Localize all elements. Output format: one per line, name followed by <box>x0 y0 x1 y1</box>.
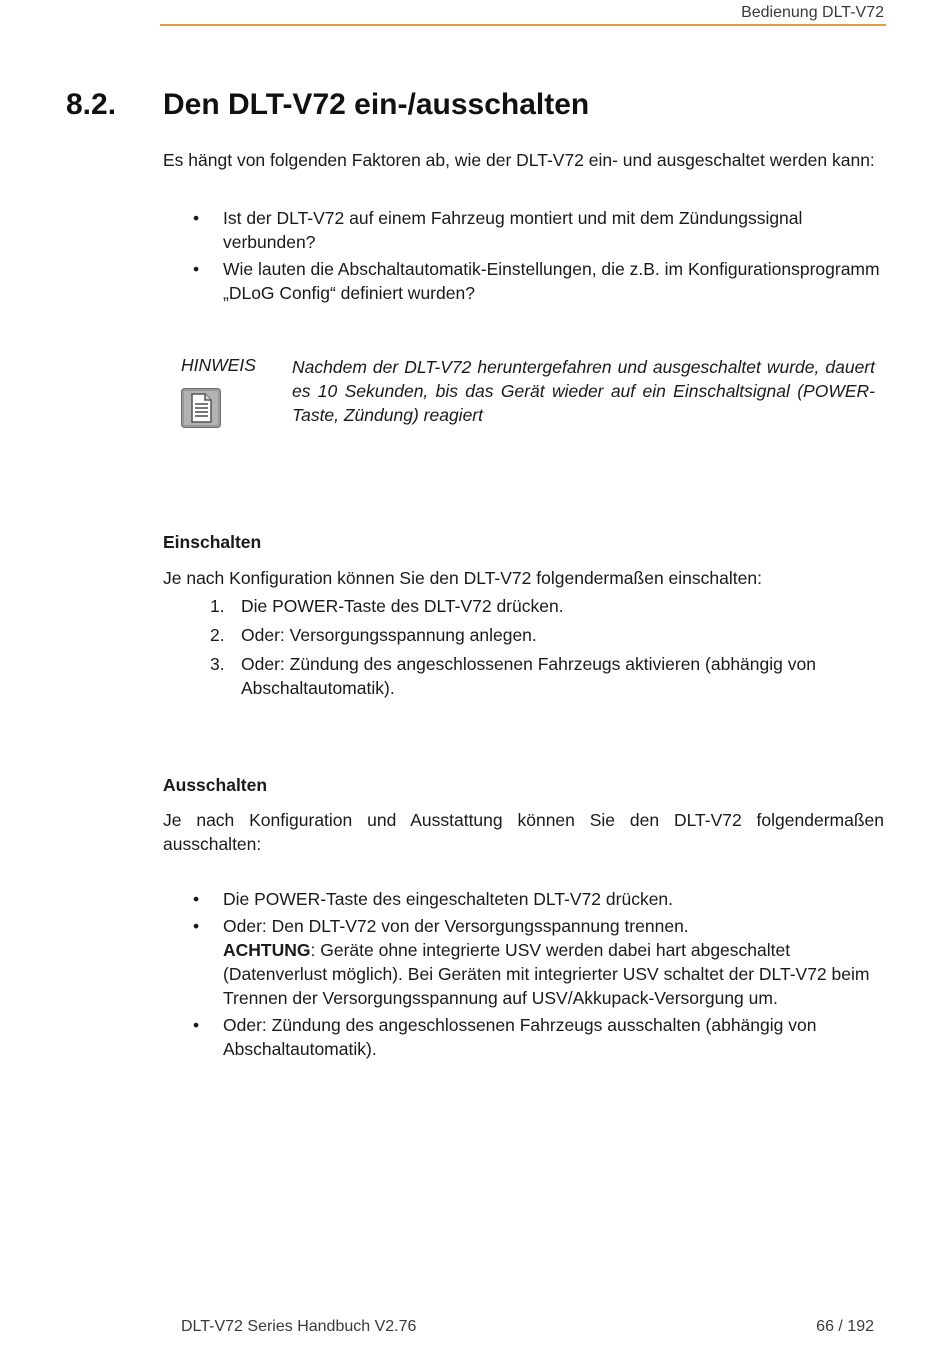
bullet-icon: • <box>193 1015 200 1035</box>
ausschalten-list <box>163 887 884 1064</box>
step-number: 1. <box>210 596 225 616</box>
section-heading <box>66 88 589 122</box>
list-item <box>163 206 884 254</box>
note-text: Nachdem der DLT-V72 heruntergefahren und ausgeschaltet wurde, dauert es 10 Sekunden, bis das Gerät wieder auf ein Einschaltsignal (POWER-Taste, Zündung) reagiert <box>292 357 875 425</box>
list-item <box>163 914 884 1010</box>
warning-label: ACHTUNG <box>223 940 311 960</box>
list-item-text: Oder: Zündung des angeschlossenen Fahrzeugs ausschalten (abhängig von Abschaltautomatik). <box>223 1015 817 1059</box>
document-icon <box>181 388 221 428</box>
list-item <box>163 1013 884 1061</box>
footer-page-number: 66 / 192 <box>816 1318 874 1335</box>
step-number: 3. <box>210 654 225 674</box>
footer-manual-title: DLT-V72 Series Handbuch V2.76 <box>181 1318 417 1335</box>
list-item-text: Oder: Den DLT-V72 von der Versorgungsspannung trennen. <box>223 916 689 936</box>
step-item <box>163 623 884 647</box>
section-intro: Es hängt von folgenden Faktoren ab, wie der DLT-V72 ein- und ausgeschaltet werden kann: <box>163 150 875 170</box>
step-text: Oder: Versorgungsspannung anlegen. <box>241 625 537 645</box>
einschalten-intro: Je nach Konfiguration können Sie den DLT-V72 folgendermaßen einschalten: <box>163 568 762 588</box>
list-item-text: Die POWER-Taste des eingeschalteten DLT-V72 drücken. <box>223 889 674 909</box>
header-rule <box>160 24 886 26</box>
list-item <box>163 887 884 911</box>
factor-list <box>163 206 884 308</box>
list-item <box>163 257 884 305</box>
step-item <box>163 594 884 618</box>
step-text: Oder: Zündung des angeschlossenen Fahrzeugs aktivieren (abhängig von Abschaltautomatik). <box>241 654 816 698</box>
step-item <box>163 652 884 700</box>
bullet-icon: • <box>193 916 200 936</box>
step-text: Die POWER-Taste des DLT-V72 drücken. <box>241 596 564 616</box>
einschalten-heading: Einschalten <box>163 532 262 552</box>
bullet-icon: • <box>193 259 200 279</box>
step-number: 2. <box>210 625 225 645</box>
bullet-icon: • <box>193 208 200 228</box>
ausschalten-intro: Je nach Konfiguration und Ausstattung können Sie den DLT-V72 folgendermaßen ausschalten: <box>163 810 884 854</box>
section-number: 8.2. <box>66 88 117 121</box>
section-title: Den DLT-V72 ein-/ausschalten <box>163 88 590 121</box>
bullet-icon: • <box>193 889 200 909</box>
warning-text: : Geräte ohne integrierte USV werden dabei hart abgeschaltet (Datenverlust möglich). Bei Geräten mit integrierter USV schaltet der DLT-V72 beim Trennen der Versorgungsspannung auf USV/Akkupack-Versorgung um. <box>223 940 870 1008</box>
einschalten-steps <box>163 594 884 705</box>
list-item-text: Wie lauten die Abschaltautomatik-Einstellungen, die z.B. im Konfigurationsprogramm „DLoG Config“ definiert wurden? <box>223 259 880 303</box>
ausschalten-heading: Ausschalten <box>163 775 268 795</box>
page-header-title: Bedienung DLT-V72 <box>741 4 884 21</box>
note-label: HINWEIS <box>181 355 256 375</box>
list-item-text: Ist der DLT-V72 auf einem Fahrzeug montiert und mit dem Zündungssignal verbunden? <box>223 208 803 252</box>
